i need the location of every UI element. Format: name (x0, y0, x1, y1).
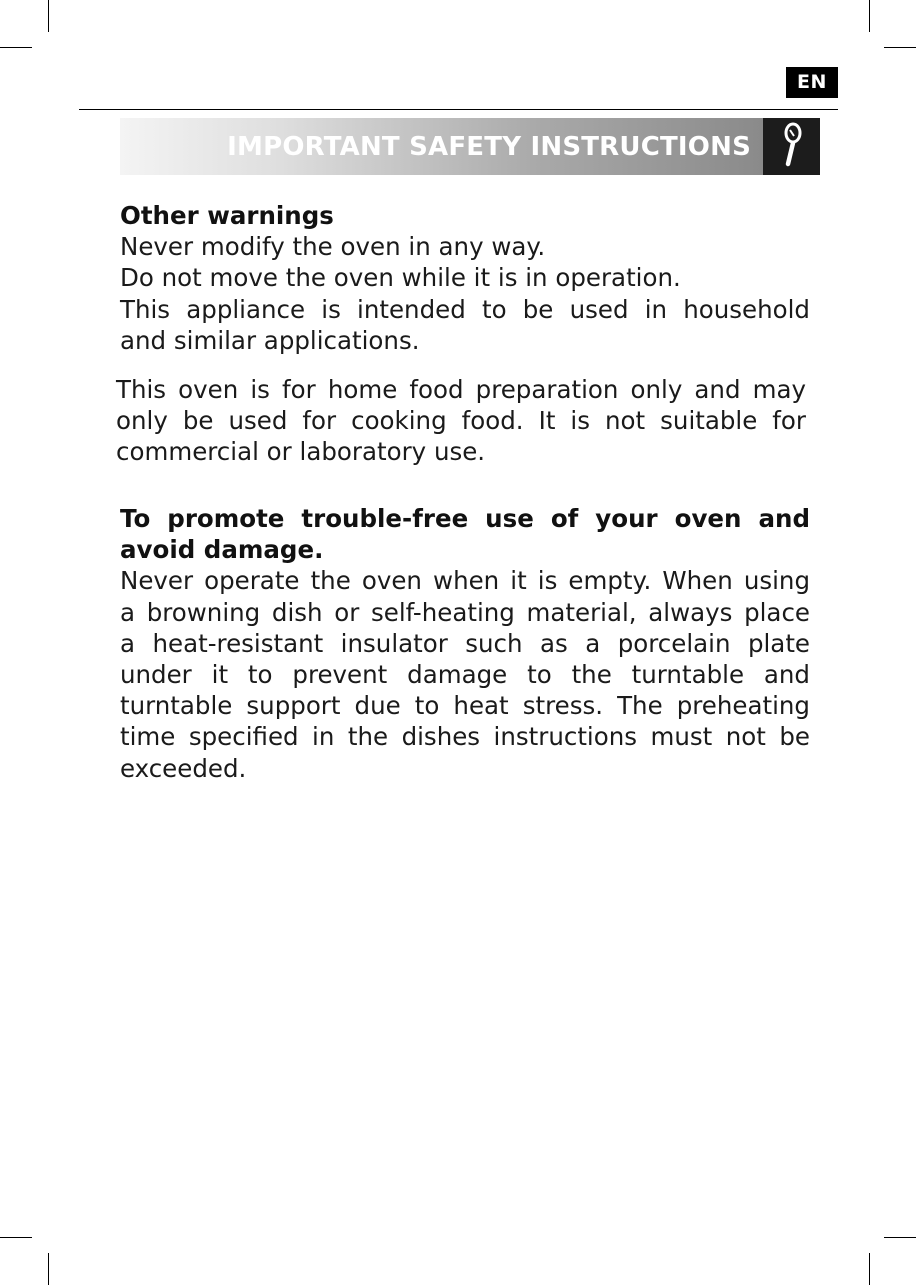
banner-title: IMPORTANT SAFETY INSTRUCTIONS (227, 132, 751, 162)
section-heading: Other warnings (120, 201, 334, 230)
body-line: Never operate the oven when it is empty. When using (120, 566, 810, 596)
body-line: a heat-resistant insulator such as a porcelain plate (120, 628, 810, 658)
crop-mark-top-right-vertical (869, 0, 870, 32)
crop-mark-bottom-left-horizontal (0, 1237, 32, 1238)
heading-line: To promote trouble-free use of your oven and (120, 504, 810, 533)
info-warning-icon (763, 118, 820, 175)
body-line: Never modify the oven in any way. (120, 232, 546, 262)
section-avoid-damage (120, 503, 810, 784)
body-line: commercial or laboratory use. (116, 437, 486, 467)
crop-mark-top-left-vertical (48, 0, 49, 32)
body-line: a browning dish or self-heating material, always place (120, 597, 810, 627)
body-line: exceeded. (120, 753, 247, 783)
header-rule (79, 109, 838, 110)
body-line: only be used for cooking food. It is not suitable for (116, 406, 806, 436)
crop-mark-bottom-left-vertical (48, 1253, 49, 1285)
body-line: turntable support due to heat stress. The preheating (120, 691, 810, 721)
crop-mark-top-left-horizontal (0, 47, 32, 48)
heading-line: avoid damage. (120, 535, 324, 565)
crop-mark-bottom-right-horizontal (884, 1237, 916, 1238)
body-line: Do not move the oven while it is in operation. (120, 263, 681, 293)
section-body (120, 231, 810, 356)
language-tag: EN (786, 67, 838, 98)
body-line: This oven is for home food preparation only and may (116, 375, 806, 404)
body-line: under it to prevent damage to the turntable and (120, 660, 810, 690)
section-intended-use (116, 374, 806, 468)
section-body (120, 565, 810, 783)
body-line: This appliance is intended to be used in household (120, 294, 810, 324)
crop-mark-bottom-right-vertical (869, 1253, 870, 1285)
section-body (116, 374, 806, 468)
section-heading (120, 503, 810, 565)
body-line: time specified in the dishes instructions must not be (120, 722, 810, 752)
section-banner (120, 118, 763, 175)
body-line: and similar applications. (120, 325, 420, 355)
crop-mark-top-right-horizontal (884, 47, 916, 48)
section-other-warnings (120, 200, 810, 356)
